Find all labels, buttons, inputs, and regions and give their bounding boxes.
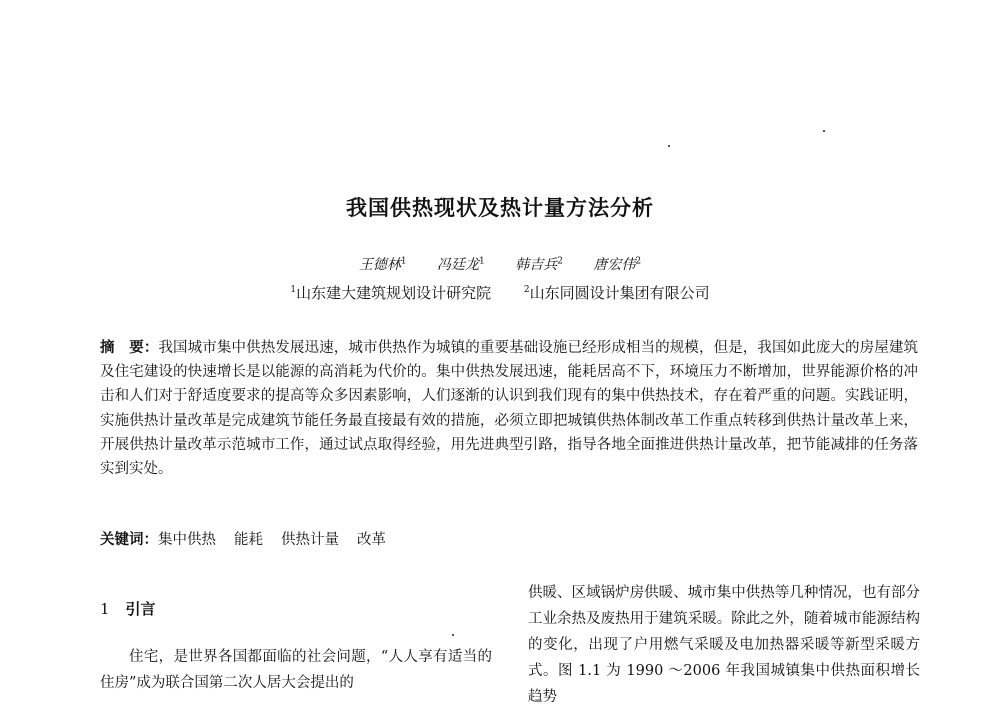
abstract (100, 336, 918, 481)
section-heading (100, 598, 156, 619)
author: 唐宏伟$^2$ (593, 256, 642, 273)
scan-speck (452, 634, 454, 636)
body-paragraph: 住宅，是世界各国都面临的社会问题，“人人享有适当的住房”成为联合国第二次人居大会提出的 (100, 649, 492, 691)
author: 王德林$^1$ (358, 256, 407, 273)
abstract-text: 我国城市集中供热发展迅速，城市供热作为城镇的重要基础设施已经形成相当的规模，但是，我国如此庞大的房屋建筑及住宅建设的快速增长是以能源的高消耗为代价的。集中供热发展迅速，能耗居高不下，环境压力不断增加，世界能源价格的冲击和人们对于舒适度要求的提高等众多因素影响，人们逐渐的认识到我们现有的集中供热技术，存在着严重的问题。实践证明，实施供热计量改革是完成建筑节能任务最直接最有效的措施，必须立即把城镇供热体制改革工作重点转移到供热计量改革上来，开展供热计量改革示范城市工作，通过试点取得经验，用先进典型引路，指导各地全面推进供热计量改革，把节能减排的任务落实到实处。 (100, 340, 918, 478)
keyword: 供热计量 (281, 532, 339, 548)
keywords (100, 528, 404, 549)
affiliation: $^2$山东同圆设计集团有限公司 (523, 284, 710, 302)
abstract-label: 摘 要： (100, 340, 159, 356)
body-column-right (528, 580, 920, 710)
scan-speck (668, 145, 670, 147)
keyword: 能耗 (234, 532, 263, 548)
body-column-left (100, 644, 492, 696)
affiliation-list (0, 282, 1000, 303)
body-paragraph: 供暖、区域锅炉房供暖、城市集中供热等几种情况，也有部分工业余热及废热用于建筑采暖。除此之外，随着城市能源结构的变化，出现了户用燃气采暖及电加热器采暖等新型采暖方式。图 1.1 为 1990 ～2006 年我国城镇集中供热面积增长趋势 (528, 585, 920, 705)
author: 冯廷龙$^1$ (437, 256, 485, 273)
paper-title: 我国供热现状及热计量方法分析 (346, 196, 654, 220)
keywords-label: 关键词： (100, 532, 158, 548)
keyword: 改革 (357, 532, 386, 548)
author: 韩吉兵$^2$ (515, 256, 563, 273)
section-number: 1 (100, 600, 110, 618)
keyword: 集中供热 (158, 532, 216, 548)
scan-speck (823, 130, 825, 132)
affiliation: $^1$山东建大建筑规划设计研究院 (290, 284, 492, 302)
author-list (0, 254, 1000, 274)
section-title: 引言 (125, 600, 156, 618)
